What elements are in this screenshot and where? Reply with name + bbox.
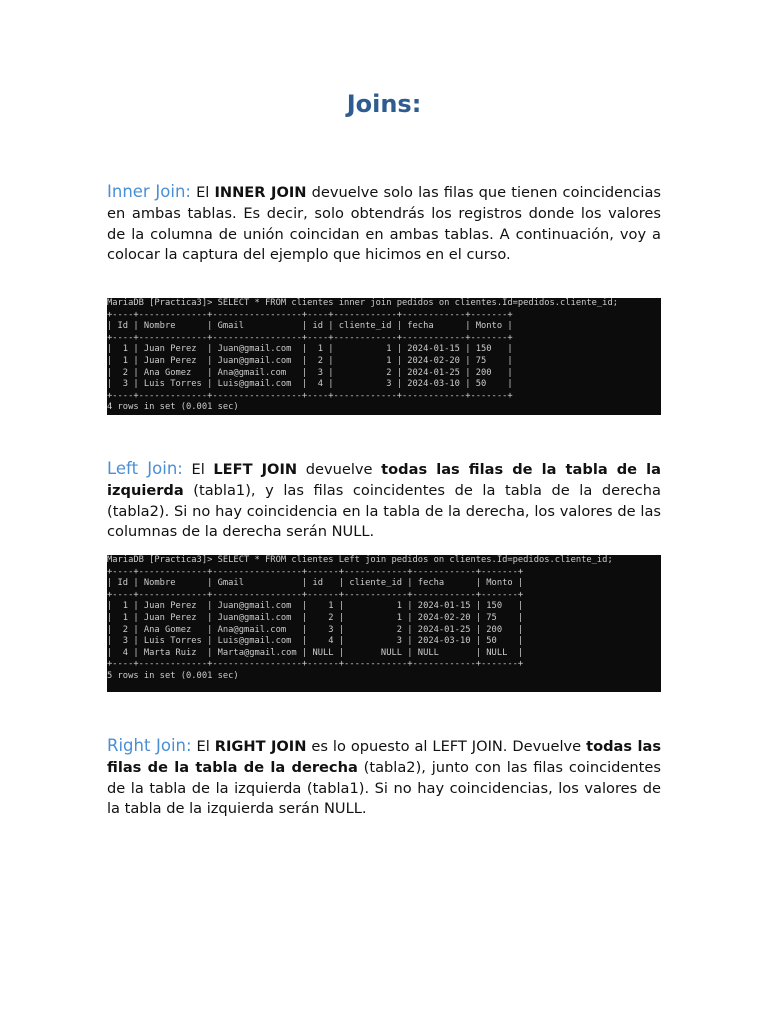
- inner-join-paragraph: [107, 182, 661, 266]
- inner-join-terminal-screenshot: [107, 298, 661, 415]
- terminal-footer: 4 rows in set (0.001 sec): [107, 402, 239, 413]
- terminal-separator: +----+-------------+-----------------+----+------------+------------+-------+: [107, 390, 513, 401]
- terminal-row: | 1 | Juan Perez | Juan@gmail.com | 1 | 1 | 2024-01-15 | 150 |: [107, 601, 524, 612]
- terminal-row: | 3 | Luis Torres | Luis@gmail.com | 4 | 3 | 2024-03-10 | 50 |: [107, 636, 524, 647]
- right-join-text-3: (tabla2), junto con las filas coincidentes de la tabla de la izquierda (tabla1). Si no hay coincidencias, los valores de la tabla de la izquierda serán NULL.: [107, 758, 661, 818]
- left-join-text-3: (tabla1), y las filas coincidentes de la tabla de la derecha (tabla2). Si no hay coincidencia en la tabla de la derecha, los valores de las columnas de la derecha serán NULL.: [107, 481, 661, 541]
- terminal-header: | Id | Nombre | Gmail | id | cliente_id | fecha | Monto |: [107, 321, 513, 332]
- terminal-row: | 2 | Ana Gomez | Ana@gmail.com | 3 | 2 | 2024-01-25 | 200 |: [107, 624, 524, 635]
- inner-join-text-2: devuelve solo las filas que tienen coincidencias en ambas tablas. Es decir, solo obtendrás los registros donde los valores de la columna de unión coincidan en ambas tablas. A continuación, voy a colocar la captura del ejemplo que hicimos en el curso.: [107, 184, 661, 264]
- left-join-terminal-screenshot: [107, 555, 661, 692]
- left-join-heading: Left Join:: [107, 459, 183, 478]
- terminal-separator: +----+-------------+-----------------+----+------------+------------+-------+: [107, 332, 513, 343]
- page-title: Joins:: [346, 90, 422, 118]
- terminal-row: | 1 | Juan Perez | Juan@gmail.com | 2 | 1 | 2024-02-20 | 75 |: [107, 612, 524, 623]
- terminal-separator: +----+-------------+-----------------+----+------------+------------+-------+: [107, 309, 513, 320]
- terminal-separator: +----+-------------+-----------------+------+------------+------------+-------+: [107, 589, 524, 600]
- left-join-emphasis: todas las filas de la tabla de la izquierda: [107, 461, 661, 499]
- right-join-heading: Right Join:: [107, 736, 192, 755]
- left-join-text-2: devuelve: [297, 461, 382, 478]
- right-join-paragraph: [107, 736, 661, 820]
- right-join-keyword: RIGHT JOIN: [214, 738, 307, 755]
- inner-join-keyword: INNER JOIN: [214, 184, 307, 201]
- terminal-row: | 3 | Luis Torres | Luis@gmail.com | 4 | 3 | 2024-03-10 | 50 |: [107, 379, 513, 390]
- terminal-separator: +----+-------------+-----------------+------+------------+------------+-------+: [107, 659, 524, 670]
- left-join-paragraph: [107, 459, 661, 543]
- terminal-row: | 1 | Juan Perez | Juan@gmail.com | 1 | 1 | 2024-01-15 | 150 |: [107, 344, 513, 355]
- terminal-header: | Id | Nombre | Gmail | id | cliente_id | fecha | Monto |: [107, 578, 524, 589]
- inner-join-heading: Inner Join:: [107, 182, 191, 201]
- terminal-row: | 4 | Marta Ruiz | Marta@gmail.com | NULL | NULL | NULL | NULL |: [107, 647, 524, 658]
- left-join-text-1: El: [182, 461, 214, 478]
- terminal-prompt: MariaDB [Practica3]> SELECT * FROM clientes inner join pedidos on clientes.Id=pedidos.cliente_id;: [107, 298, 618, 308]
- right-join-text-2: es lo opuesto al LEFT JOIN. Devuelve: [306, 738, 587, 755]
- inner-join-text-1: El: [190, 184, 215, 201]
- terminal-row: | 2 | Ana Gomez | Ana@gmail.com | 3 | 2 | 2024-01-25 | 200 |: [107, 367, 513, 378]
- right-join-emphasis: todas las filas de la tabla de la derecha: [107, 738, 662, 776]
- left-join-keyword: LEFT JOIN: [213, 461, 298, 478]
- right-join-text-1: El: [191, 738, 215, 755]
- terminal-row: | 1 | Juan Perez | Juan@gmail.com | 2 | 1 | 2024-02-20 | 75 |: [107, 355, 513, 366]
- terminal-footer: 5 rows in set (0.001 sec): [107, 670, 239, 681]
- terminal-separator: +----+-------------+-----------------+------+------------+------------+-------+: [107, 566, 524, 577]
- terminal-prompt: MariaDB [Practica3]> SELECT * FROM clientes Left join pedidos on clientes.Id=pedidos.cliente_id;: [107, 555, 613, 565]
